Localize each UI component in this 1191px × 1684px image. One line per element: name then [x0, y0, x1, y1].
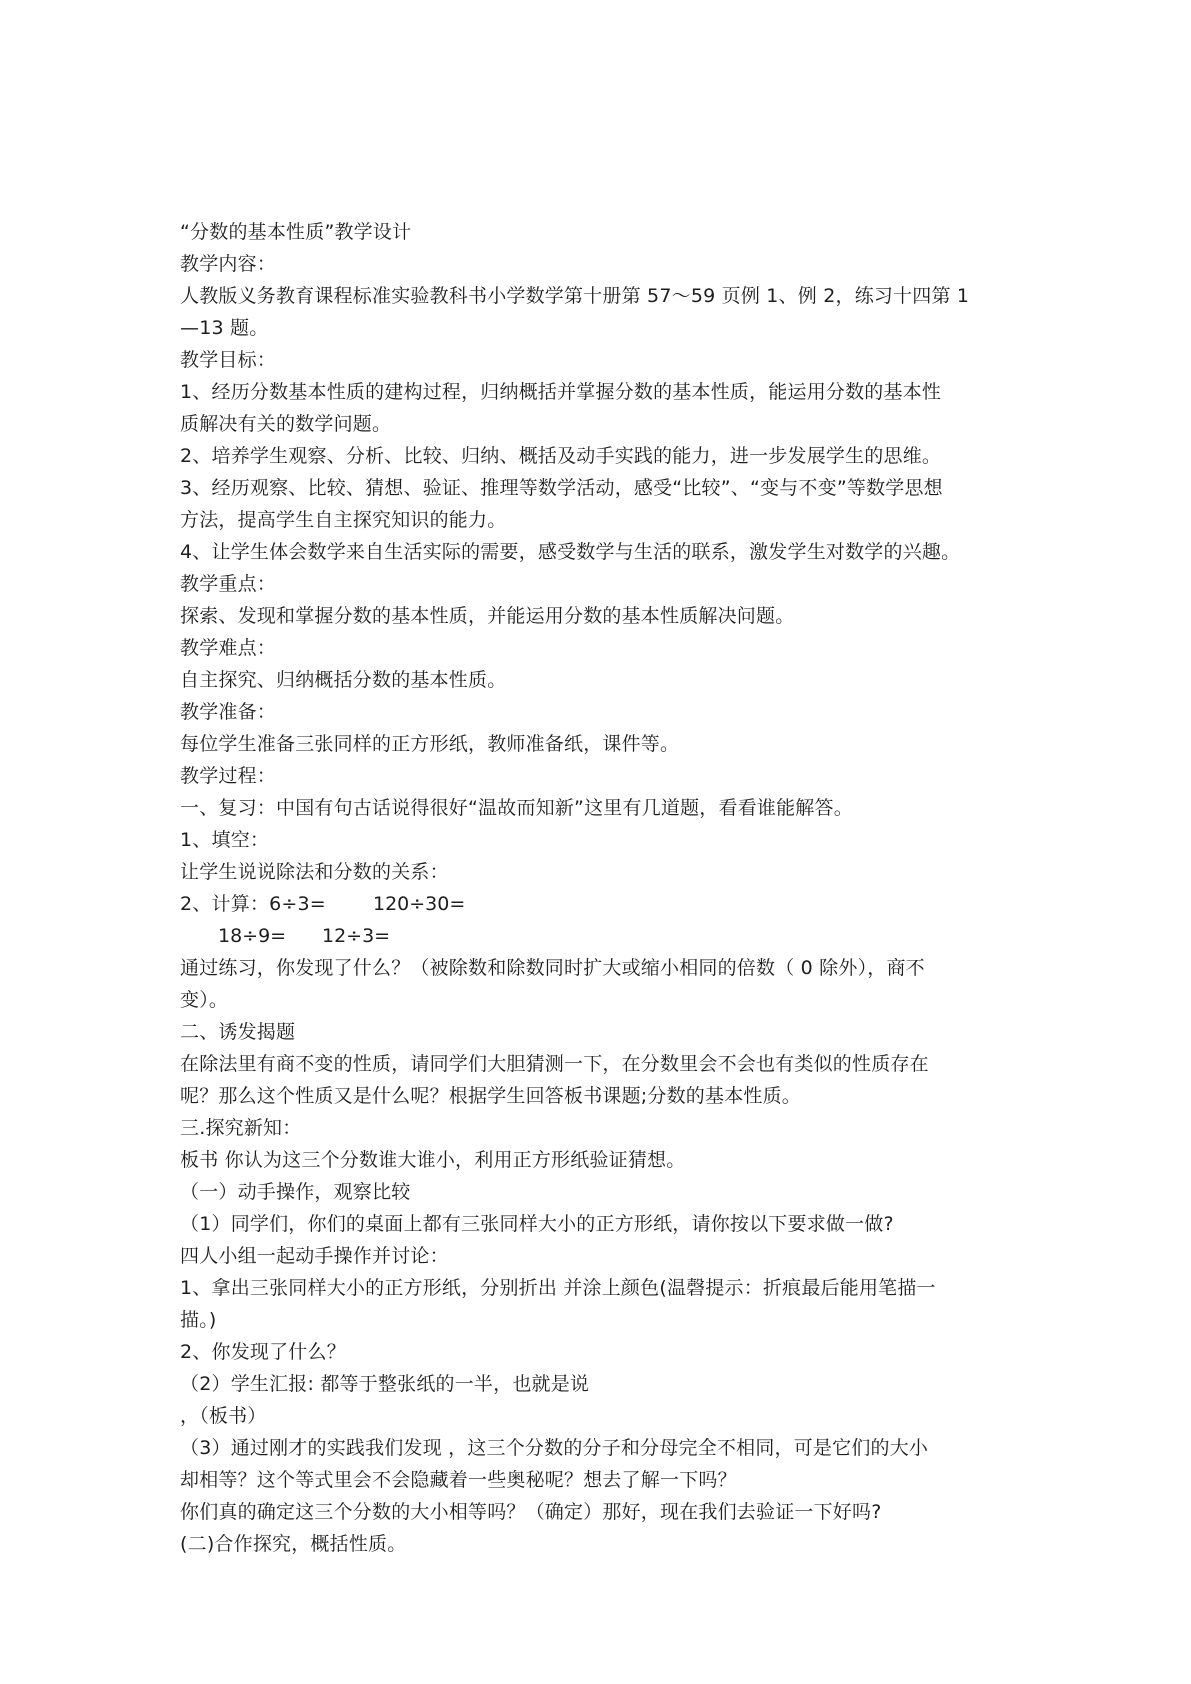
calc-item: 18÷9=: [218, 925, 287, 947]
report-line: （2）学生汇报: 都等于整张纸的一半，也就是说: [180, 1373, 590, 1395]
fill-blank-line: 1、填空：: [180, 829, 270, 851]
goal-1-line-2: 质解决有关的数学问题。: [180, 413, 392, 435]
process-heading: 教学过程：: [180, 765, 277, 787]
calc-label: 2、计算：6÷3=: [180, 893, 326, 915]
part-1-heading: （一）动手操作，观察比较: [180, 1181, 411, 1203]
guess-line-2: 呢？那么这个性质又是什么呢？根据学生回答板书课题;分数的基本性质。: [180, 1085, 802, 1107]
review-line: 一、复习：中国有句古话说得很好“温故而知新”这里有几道题，看看谁能解答。: [180, 797, 853, 819]
task-line-2: 描。): [180, 1309, 217, 1331]
difficulty-text: 自主探究、归纳概括分数的基本性质。: [180, 669, 507, 691]
practice-line-1: （3）通过刚才的实践我们发现 ，这三个分数的分子和分母完全不相同，可是它们的大小: [180, 1437, 929, 1459]
goal-2: 2、培养学生观察、分析、比较、归纳、概括及动手实践的能力，进一步发展学生的思维。: [180, 445, 942, 467]
key-heading: 教学重点：: [180, 573, 277, 595]
step-1-line: （1）同学们，你们的桌面上都有三张同样大小的正方形纸，请你按以下要求做一做?: [180, 1213, 894, 1235]
division-relation-line: 让学生说说除法和分数的关系：: [180, 861, 449, 883]
found-line-2: 变）。: [180, 989, 229, 1011]
what-found-line: 2、你发现了什么？: [180, 1341, 346, 1363]
goal-3-line-1: 3、经历观察、比较、猜想、验证、推理等数学活动，感受“比较”、“变与不变”等数学思想: [180, 477, 943, 499]
document-title: “分数的基本性质”教学设计: [180, 221, 412, 243]
section-2-heading: 二、诱发揭题: [180, 1021, 296, 1043]
content-text-line-2: —13 题。: [180, 317, 269, 339]
confirm-line: 你们真的确定这三个分数的大小相等吗？（确定）那好，现在我们去验证一下好吗?: [180, 1501, 882, 1523]
prep-text: 每位学生准备三张同样的正方形纸，教师准备纸，课件等。: [180, 733, 680, 755]
difficulty-heading: 教学难点：: [180, 637, 277, 659]
calc-item: 120÷30=: [373, 893, 466, 915]
board-note-line: ，（板书）: [180, 1405, 267, 1427]
key-text: 探索、发现和掌握分数的基本性质，并能运用分数的基本性质解决问题。: [180, 605, 795, 627]
guess-line-1: 在除法里有商不变的性质，请同学们大胆猜测一下，在分数里会不会也有类似的性质存在: [180, 1053, 929, 1075]
found-line-1: 通过练习，你发现了什么？（被除数和除数同时扩大或缩小相同的倍数（ 0 除外），商不: [180, 957, 925, 979]
task-line-1: 1、拿出三张同样大小的正方形纸，分别折出 并涂上颜色(温磬提示：折痕最后能用笔描一: [180, 1277, 936, 1299]
board-line: 板书 你认为这三个分数谁大谁小，利用正方形纸验证猜想。: [180, 1149, 686, 1171]
goal-4: 4、让学生体会数学来自生活实际的需要，感受数学与生活的联系，激发学生对数学的兴趣。: [180, 541, 961, 563]
calc-item: 12÷3=: [322, 925, 391, 947]
goal-1-line-1: 1、经历分数基本性质的建构过程，归纳概括并掌握分数的基本性质，能运用分数的基本性: [180, 381, 942, 403]
goal-3-line-2: 方法，提高学生自主探究知识的能力。: [180, 509, 507, 531]
part-2-heading: (二)合作探究，概括性质。: [180, 1533, 407, 1555]
section-3-heading: 三.探究新知：: [180, 1117, 302, 1139]
practice-line-2: 却相等？这个等式里会不会隐藏着一些奥秘呢？想去了解一下吗？: [180, 1469, 737, 1491]
goals-heading: 教学目标：: [180, 349, 277, 371]
content-text-line-1: 人教版义务教育课程标准实验教科书小学数学第十册第 57～59 页例 1、例 2，练习十四第 1: [180, 285, 970, 307]
prep-heading: 教学准备：: [180, 701, 277, 723]
group-line: 四人小组一起动手操作并讨论：: [180, 1245, 449, 1267]
content-heading: 教学内容：: [180, 253, 277, 275]
